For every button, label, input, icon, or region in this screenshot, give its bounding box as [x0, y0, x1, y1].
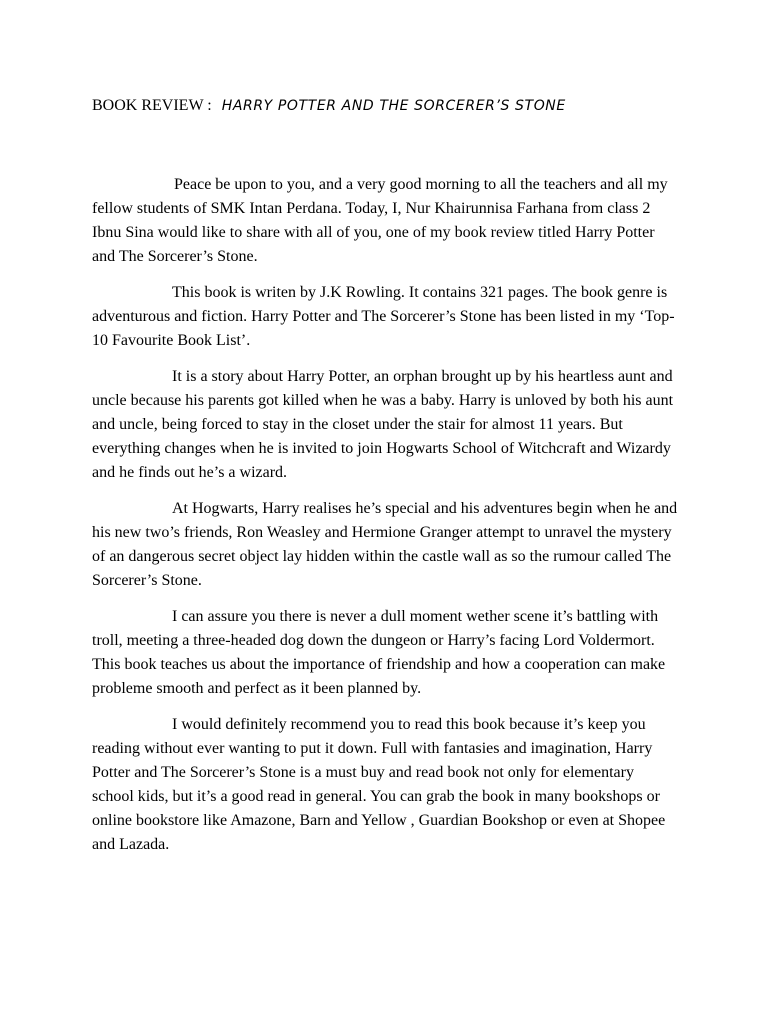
review-body — [92, 173, 678, 869]
paragraph-recommendation: I would definitely recommend you to read this book because it’s keep you reading without ever wanting to put it down. Full with fantasies and imagination, Harry Potter and The Sorcerer’s Stone is a must buy and read book not only for elementary school kids, but it’s a good read in general. You can grab the book in many bookshops or online bookstore like Amazone, Barn and Yellow , Guardian Bookshop or even at Shopee and Lazada. — [92, 716, 666, 853]
paragraph-hogwarts: At Hogwarts, Harry realises he’s special and his adventures begin when he and his new two’s friends, Ron Weasley and Hermione Granger attempt to unravel the mystery of an dangerous secret object lay hidden within the castle wall as so the rumour called The Sorcerer’s Stone. — [92, 500, 678, 589]
paragraph-assurance: I can assure you there is never a dull moment wether scene it’s battling with troll, meeting a three-headed dog down the dungeon or Harry’s facing Lord Voldermort. This book teaches us about the importance of friendship and how a cooperation can make probleme smooth and perfect as it been planned by. — [92, 608, 666, 697]
paragraph-greeting: Peace be upon to you, and a very good morning to all the teachers and all my fellow students of SMK Intan Perdana. Today, I, Nur Khairunnisa Farhana from class 2 Ibnu Sina would like to share with all of you, one of my book review titled Harry Potter and The Sorcerer’s Stone. — [92, 176, 668, 265]
document-title — [92, 96, 732, 116]
title-prefix: BOOK REVIEW : — [92, 97, 212, 114]
paragraph-book-info: This book is writen by J.K Rowling. It contains 321 pages. The book genre is adventurous and fiction. Harry Potter and The Sorcerer’s Stone has been listed in my ‘Top-10 Favourite Book List’. — [92, 284, 675, 349]
title-book-name: HARRY POTTER AND THE SORCERER’S STONE — [221, 98, 566, 114]
paragraph-story: It is a story about Harry Potter, an orphan brought up by his heartless aunt and uncle because his parents got killed when he was a baby. Harry is unloved by both his aunt and uncle, being forced to stay in the closet under the stair for almost 11 years. But everything changes when he is invited to join Hogwarts School of Witchcraft and Wizardy and he finds out he’s a wizard. — [92, 368, 674, 481]
